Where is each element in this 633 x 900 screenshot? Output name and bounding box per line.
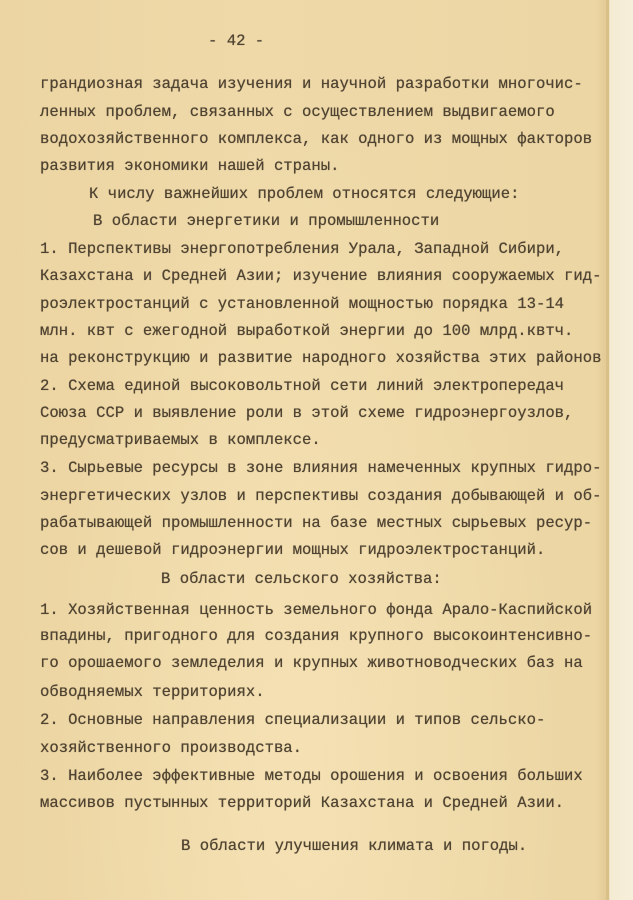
text-line: сов и дешевой гидроэнергии мощных гидроэлектростанций. xyxy=(40,541,546,559)
paragraph-intro: К числу важнейших проблем относятся следующие: xyxy=(89,185,520,203)
text-line: 2. Схема единой высоковольтной сети линий электропередач xyxy=(40,377,565,395)
text-line: го орошаемого земледелия и крупных животноводческих баз на xyxy=(40,654,583,672)
text-line: массивов пустынных территорий Казахстана и Средней Азии. xyxy=(40,794,565,812)
text-line: 3. Наиболее эффективные методы орошения и освоения больших xyxy=(40,767,583,785)
text-line: Союза ССР и выявление роли в этой схеме гидроэнергоузлов, xyxy=(40,404,574,422)
text-line: млн. квт с ежегодной выработкой энергии до 100 млрд.квтч. xyxy=(40,322,574,340)
text-line: хозяйственного производства. xyxy=(40,739,303,757)
page-number: - 42 - xyxy=(208,32,265,50)
text-line: обводняемых территориях. xyxy=(40,683,265,701)
text-line: энергетических узлов и перспективы создания добывающей и об- xyxy=(40,487,602,505)
text-line: грандиозная задача изучения и научной разработки многочис- xyxy=(40,75,583,93)
text-line: Казахстана и Средней Азии; изучение влияния сооружаемых гид- xyxy=(40,267,602,285)
text-line: роэлектростанций с установленной мощностью порядка 13-14 xyxy=(40,295,565,313)
text-line: 1. Хозяйственная ценность земельного фонда Арало-Каспийской xyxy=(40,601,593,619)
page-edge xyxy=(606,0,609,900)
text-line: 2. Основные направления специализации и типов сельско- xyxy=(40,711,546,729)
text-line: впадины, пригодного для создания крупного высокоинтенсивно- xyxy=(40,627,593,645)
text-line: на реконструкцию и развитие народного хозяйства этих районов xyxy=(40,349,602,367)
text-line: рабатывающей промышленности на базе местных сырьевых ресур- xyxy=(40,514,593,532)
text-line: развития экономики нашей страны. xyxy=(40,157,340,175)
text-line: предусматриваемых в комплексе. xyxy=(40,431,321,449)
section-heading-climate: В области улучшения климата и погоды. xyxy=(181,837,528,855)
section-heading-energy: В области энергетики и промышленности xyxy=(93,212,440,230)
text-line: 1. Перспективы энергопотребления Урала, Западной Сибири, xyxy=(40,240,565,258)
section-heading-agriculture: В области сельского хозяйства: xyxy=(161,570,442,588)
text-line: водохозяйственного комплекса, как одного из мощных факторов xyxy=(40,130,593,148)
text-line: 3. Сырьевые ресурсы в зоне влияния намеченных крупных гидро- xyxy=(40,459,602,477)
text-line: ленных проблем, связанных с осуществлением выдвигаемого xyxy=(40,103,555,121)
